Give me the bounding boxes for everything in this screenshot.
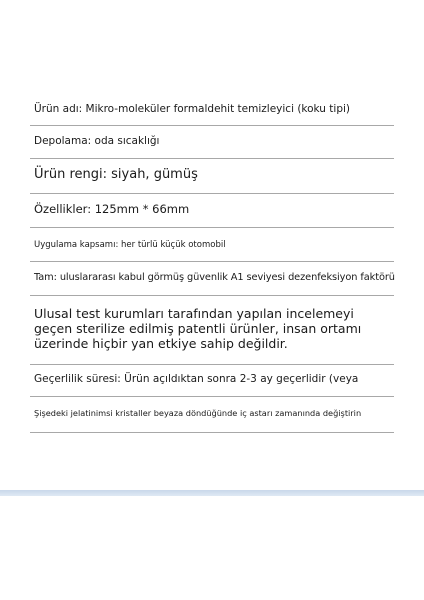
spec-product-name: Ürün adı: Mikro-moleküler formaldehit temizleyici (koku tipi) xyxy=(34,103,351,115)
divider xyxy=(30,193,394,194)
spec-replacement-note: Şişedeki jelatinimsi kristaller beyaza döndüğünde iç astarı zamanında değiştirin xyxy=(34,408,362,418)
divider xyxy=(30,295,394,296)
spec-storage: Depolama: oda sıcaklığı xyxy=(34,135,160,147)
spec-application-scope: Uygulama kapsamı: her türlü küçük otomobil xyxy=(34,240,226,250)
divider xyxy=(30,432,394,433)
divider xyxy=(30,396,394,397)
divider xyxy=(30,125,394,126)
divider xyxy=(30,261,394,262)
spec-dimensions: Özellikler: 125mm * 66mm xyxy=(34,202,190,216)
divider xyxy=(30,158,394,159)
spec-certification: Ulusal test kurumları tarafından yapılan incelemeyi geçen sterilize edilmiş patentli ürünler, insan ortamı üzerinde hiçbir yan etkiye sahip değildir. xyxy=(34,306,362,351)
bottom-band xyxy=(0,490,424,496)
divider xyxy=(30,364,394,365)
divider xyxy=(30,227,394,228)
spec-validity: Geçerlilik süresi: Ürün açıldıktan sonra 2-3 ay geçerlidir (veya xyxy=(34,373,359,385)
spec-color: Ürün rengi: siyah, gümüş xyxy=(34,167,198,182)
spec-safety-level: Tam: uluslararası kabul görmüş güvenlik A1 seviyesi dezenfeksiyon faktörü xyxy=(34,272,395,283)
